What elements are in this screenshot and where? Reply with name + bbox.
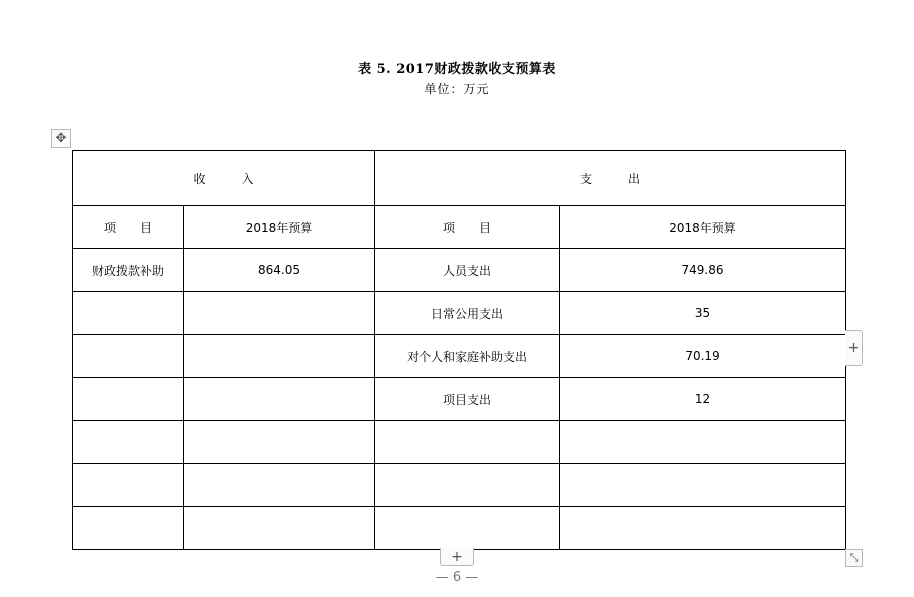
income-budget-cell[interactable] [184, 378, 375, 421]
income-budget-cell[interactable] [184, 292, 375, 335]
income-item-cell[interactable]: 财政拨款补助 [73, 249, 184, 292]
table-row [73, 378, 846, 421]
table-header-row [73, 151, 846, 206]
expense-budget-cell[interactable]: 749.86 [560, 249, 846, 292]
plus-icon: + [451, 548, 463, 565]
income-item-cell[interactable] [73, 335, 184, 378]
table-row [73, 249, 846, 292]
budget-table [72, 150, 846, 550]
plus-icon: + [847, 340, 860, 356]
expense-item-cell[interactable] [375, 507, 560, 550]
unit-label: 单位：万元 [424, 82, 490, 96]
income-budget-cell[interactable] [184, 421, 375, 464]
income-header: 收 入 [73, 151, 375, 206]
income-item-cell[interactable] [73, 292, 184, 335]
income-item-header: 项 目 [73, 206, 184, 249]
move-icon: ✥ [55, 131, 67, 146]
table-row [73, 421, 846, 464]
expense-item-cell[interactable]: 项目支出 [375, 378, 560, 421]
income-item-cell[interactable] [73, 378, 184, 421]
resize-icon: ⤡ [849, 551, 859, 564]
expense-budget-cell[interactable]: 35 [560, 292, 846, 335]
income-budget-cell[interactable] [184, 464, 375, 507]
expense-item-cell[interactable]: 日常公用支出 [375, 292, 560, 335]
income-budget-cell[interactable] [184, 507, 375, 550]
expense-budget-cell[interactable]: 12 [560, 378, 846, 421]
expense-item-cell[interactable] [375, 464, 560, 507]
income-budget-cell[interactable]: 864.05 [184, 249, 375, 292]
table-move-handle[interactable] [51, 129, 71, 148]
page-number: — 6 — [435, 570, 479, 585]
table-row [73, 292, 846, 335]
add-row-button[interactable] [440, 548, 474, 566]
expense-budget-cell[interactable] [560, 507, 846, 550]
table-row [73, 464, 846, 507]
table-title: 表 5. 2017财政拨款收支预算表 [358, 62, 556, 77]
expense-item-cell[interactable]: 对个人和家庭补助支出 [375, 335, 560, 378]
add-column-button[interactable] [845, 330, 863, 366]
expense-item-cell[interactable]: 人员支出 [375, 249, 560, 292]
expense-budget-cell[interactable] [560, 421, 846, 464]
expense-budget-cell[interactable]: 70.19 [560, 335, 846, 378]
table-subheader-row [73, 206, 846, 249]
income-item-cell[interactable] [73, 464, 184, 507]
expense-item-header: 项 目 [375, 206, 560, 249]
table-row [73, 335, 846, 378]
income-item-cell[interactable] [73, 421, 184, 464]
income-item-cell[interactable] [73, 507, 184, 550]
income-budget-cell[interactable] [184, 335, 375, 378]
table-resize-handle[interactable] [845, 549, 863, 567]
income-budget-header: 2018年预算 [184, 206, 375, 249]
expense-header: 支 出 [375, 151, 846, 206]
expense-item-cell[interactable] [375, 421, 560, 464]
expense-budget-cell[interactable] [560, 464, 846, 507]
table-row [73, 507, 846, 550]
expense-budget-header: 2018年预算 [560, 206, 846, 249]
